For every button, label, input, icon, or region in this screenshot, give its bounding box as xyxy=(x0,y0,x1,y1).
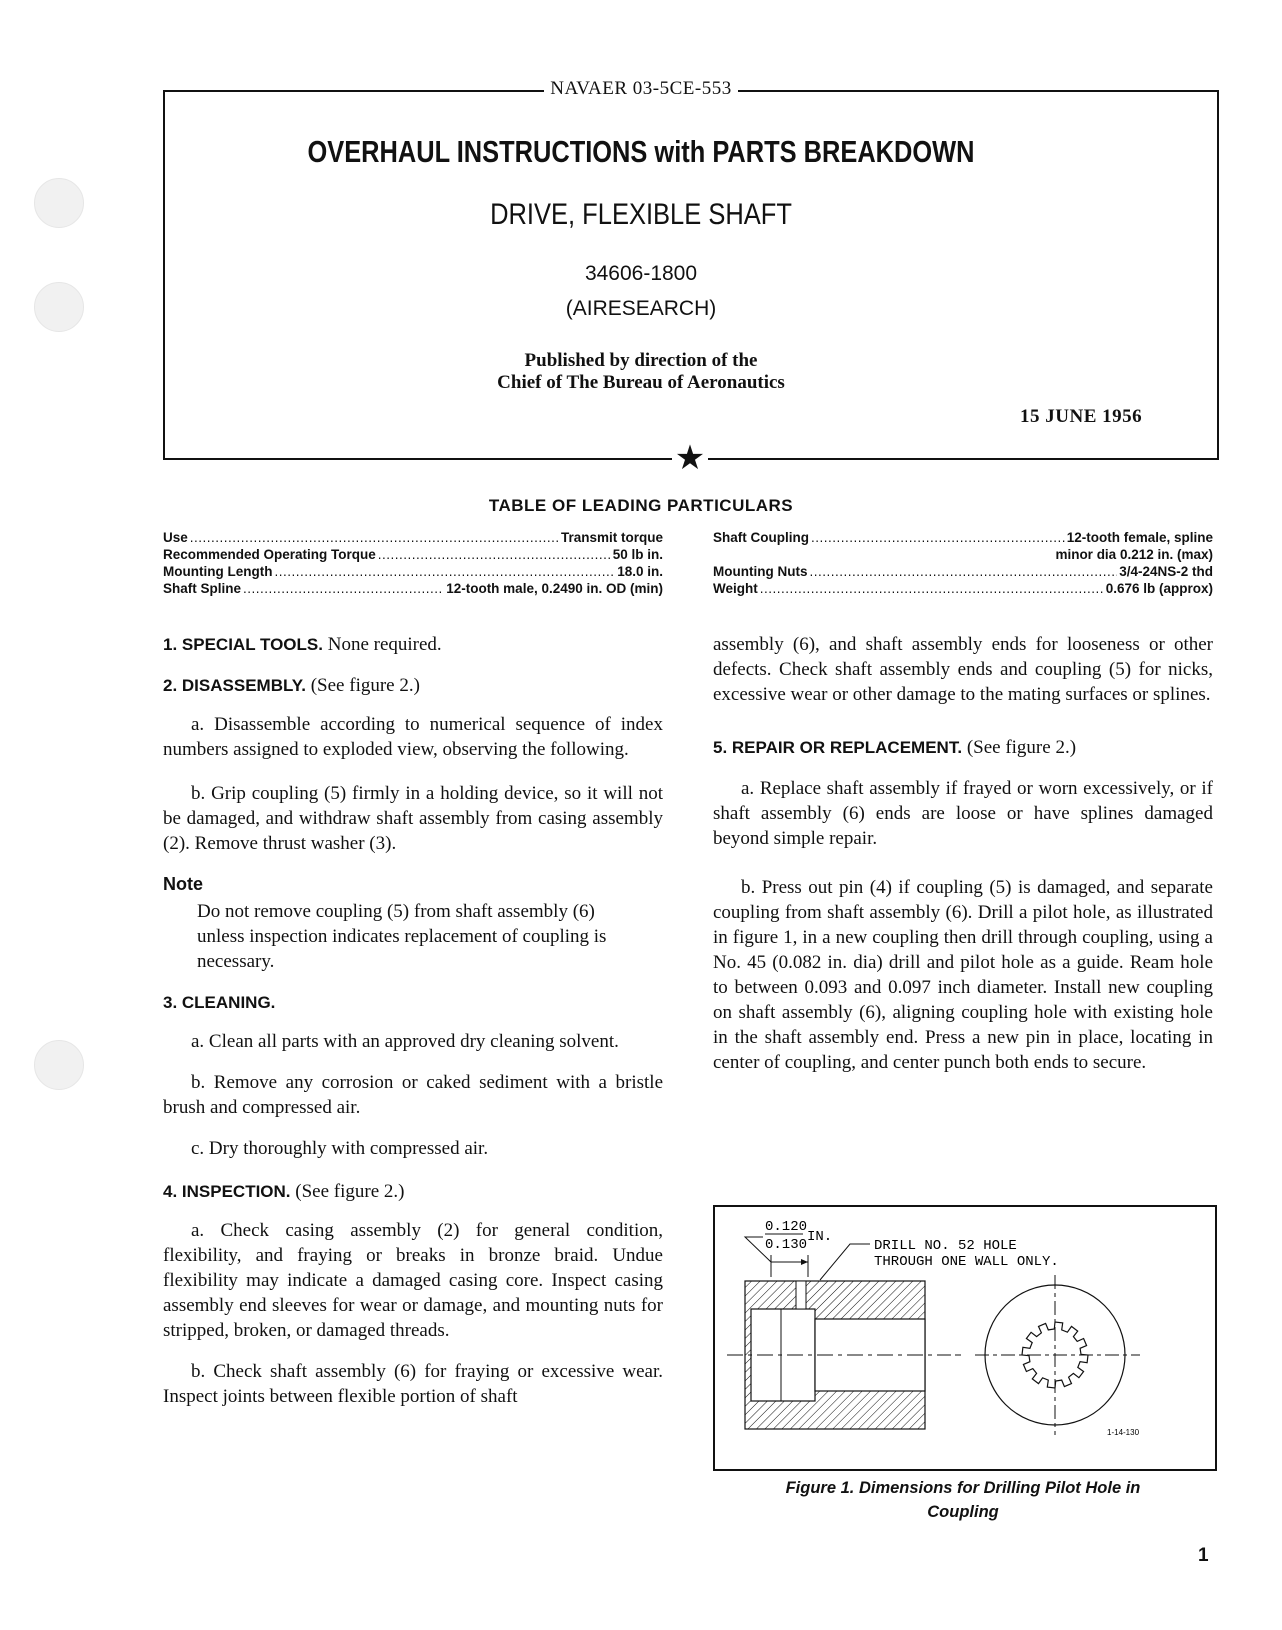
note-heading: Note xyxy=(163,874,203,894)
callout-leader xyxy=(820,1244,870,1280)
document-title: OVERHAUL INSTRUCTIONS with PARTS BREAKDOWN xyxy=(307,134,975,169)
document-code: NAVAER 03-5CE-553 xyxy=(0,78,1282,100)
dimension-bottom: 0.130 xyxy=(765,1237,808,1253)
coupling-drawing xyxy=(715,1207,1215,1469)
dimension-unit: IN. xyxy=(807,1229,833,1245)
leading-particulars-left xyxy=(163,529,663,597)
part-number: 34606-1800 xyxy=(584,262,698,285)
section-disassembly xyxy=(163,673,663,698)
section-heading: 5. REPAIR OR REPLACEMENT. xyxy=(713,738,963,757)
caption-line-1: Figure 1. Dimensions for Drilling Pilot Hole in xyxy=(785,1479,1141,1497)
particular-value: 50 lb in. xyxy=(612,547,663,562)
particular-label: Use xyxy=(163,530,188,545)
section-reference: (See figure 2.) xyxy=(962,737,1077,758)
particular-row xyxy=(163,563,663,580)
particular-row xyxy=(163,580,663,597)
particular-row xyxy=(713,563,1213,580)
paragraph: b. Grip coupling (5) firmly in a holding device, so it will not be damaged, and withdraw shaft assembly from casing assembly (2). Remove thrust washer (3). xyxy=(163,783,663,854)
callout-line-1: DRILL NO. 52 HOLE xyxy=(874,1238,1017,1254)
particular-value: 12-tooth female, spline xyxy=(1066,530,1213,545)
paragraph: c. Dry thoroughly with compressed air. xyxy=(191,1138,489,1159)
particular-label: Recommended Operating Torque xyxy=(163,547,376,562)
particular-label: Weight xyxy=(713,581,758,596)
paragraph: a. Check casing assembly (2) for general condition, flexibility, and fraying or breaks in bronze braid. Undue flexibility may indicate a damaged casing core. Inspect casing assembly end sleeves for wear or damage, and mounting nuts for stripped, broken, or damaged threads. xyxy=(163,1220,663,1341)
binder-hole-lower xyxy=(34,1040,84,1090)
left-column xyxy=(163,632,663,1409)
leading-particulars-heading: TABLE OF LEADING PARTICULARS xyxy=(488,496,794,515)
star-icon: ★ xyxy=(672,440,708,476)
particular-row xyxy=(713,580,1213,597)
paragraph: b. Remove any corrosion or caked sediment with a bristle brush and compressed air. xyxy=(163,1072,663,1118)
binder-hole-top xyxy=(34,178,84,228)
paragraph: assembly (6), and shaft assembly ends for looseness or other defects. Check shaft assembly ends and coupling (5) for nicks, excessive wear or other damage to the mating surfaces or splines. xyxy=(713,634,1213,705)
leading-particulars-right xyxy=(713,529,1213,597)
drawing-reference: 1-14-130 xyxy=(1107,1428,1140,1437)
page-number: 1 xyxy=(1198,1545,1209,1566)
section-heading: 4. INSPECTION. xyxy=(163,1182,291,1201)
particular-value: 3/4-24NS-2 thd xyxy=(1119,564,1213,579)
paragraph: b. Check shaft assembly (6) for fraying or excessive wear. Inspect joints between flexible portion of shaft xyxy=(163,1361,663,1407)
section-inspection xyxy=(163,1179,663,1204)
section-text: None required. xyxy=(322,634,442,655)
section-reference: (See figure 2.) xyxy=(290,1181,405,1202)
particular-label: Mounting Nuts xyxy=(713,564,808,579)
paragraph: a. Replace shaft assembly if frayed or worn excessively, or if shaft assembly (6) ends are loose or have splines damaged beyond simple repair. xyxy=(713,778,1213,849)
arrowhead xyxy=(801,1259,808,1265)
paragraph: a. Clean all parts with an approved dry cleaning solvent. xyxy=(191,1031,619,1052)
callout-line-2: THROUGH ONE WALL ONLY. xyxy=(874,1254,1059,1270)
particular-label: Shaft Spline xyxy=(163,581,242,596)
section-cleaning xyxy=(163,990,663,1015)
right-column xyxy=(713,632,1213,1075)
particular-value: 12-tooth male, 0.2490 in. OD (min) xyxy=(446,581,663,596)
paragraph: b. Press out pin (4) if coupling (5) is damaged, and separate coupling from shaft assembly (6). Drill a pilot hole, as illustrated in figure 1, in a new coupling then drill through coupling, using a No. 45 (0.082 in. dia) drill and pilot hole as a guide. Ream hole to between 0.093 and 0.097 inch diameter. Install new coupling on shaft assembly (6), aligning coupling hole with existing hole in the shaft assembly end. Press a new pin in place, locating in center of coupling, and center punch both ends to secure. xyxy=(713,877,1213,1073)
pilot-hole xyxy=(796,1281,806,1309)
section-special-tools xyxy=(163,632,663,657)
particular-row xyxy=(163,546,663,563)
particular-value: 0.676 lb (approx) xyxy=(1105,581,1213,596)
publication-statement xyxy=(0,350,1282,394)
section-heading: 3. CLEANING. xyxy=(163,993,276,1012)
publication-line-1: Published by direction of the xyxy=(524,350,758,371)
particular-value: 18.0 in. xyxy=(617,564,663,579)
note-text: Do not remove coupling (5) from shaft assembly (6) unless inspection indicates replacement of coupling is necessary. xyxy=(197,901,607,972)
particular-label: Mounting Length xyxy=(163,564,273,579)
section-reference: (See figure 2.) xyxy=(305,675,420,696)
section-repair xyxy=(713,735,1213,760)
publication-date: 15 JUNE 1956 xyxy=(1020,406,1143,427)
section-heading: 1. SPECIAL TOOLS. xyxy=(163,635,323,654)
figure-1-frame xyxy=(713,1205,1217,1471)
document-subject: DRIVE, FLEXIBLE SHAFT xyxy=(490,198,792,231)
paragraph: a. Disassemble according to numerical sequence of index numbers assigned to exploded view, observing the following. xyxy=(163,714,663,760)
particular-value: Transmit torque xyxy=(560,530,663,545)
caption-line-2: Coupling xyxy=(927,1503,999,1521)
figure-caption xyxy=(713,1476,1213,1524)
particular-continuation: minor dia 0.212 in. (max) xyxy=(1055,547,1213,562)
manufacturer: (AIRESEARCH) xyxy=(565,297,717,320)
publication-line-2: Chief of The Bureau of Aeronautics xyxy=(497,372,785,393)
dimension-top: 0.120 xyxy=(765,1219,808,1235)
particular-row xyxy=(163,529,663,546)
section-heading: 2. DISASSEMBLY. xyxy=(163,676,306,695)
particular-row xyxy=(713,529,1213,546)
particular-label: Shaft Coupling xyxy=(713,530,809,545)
